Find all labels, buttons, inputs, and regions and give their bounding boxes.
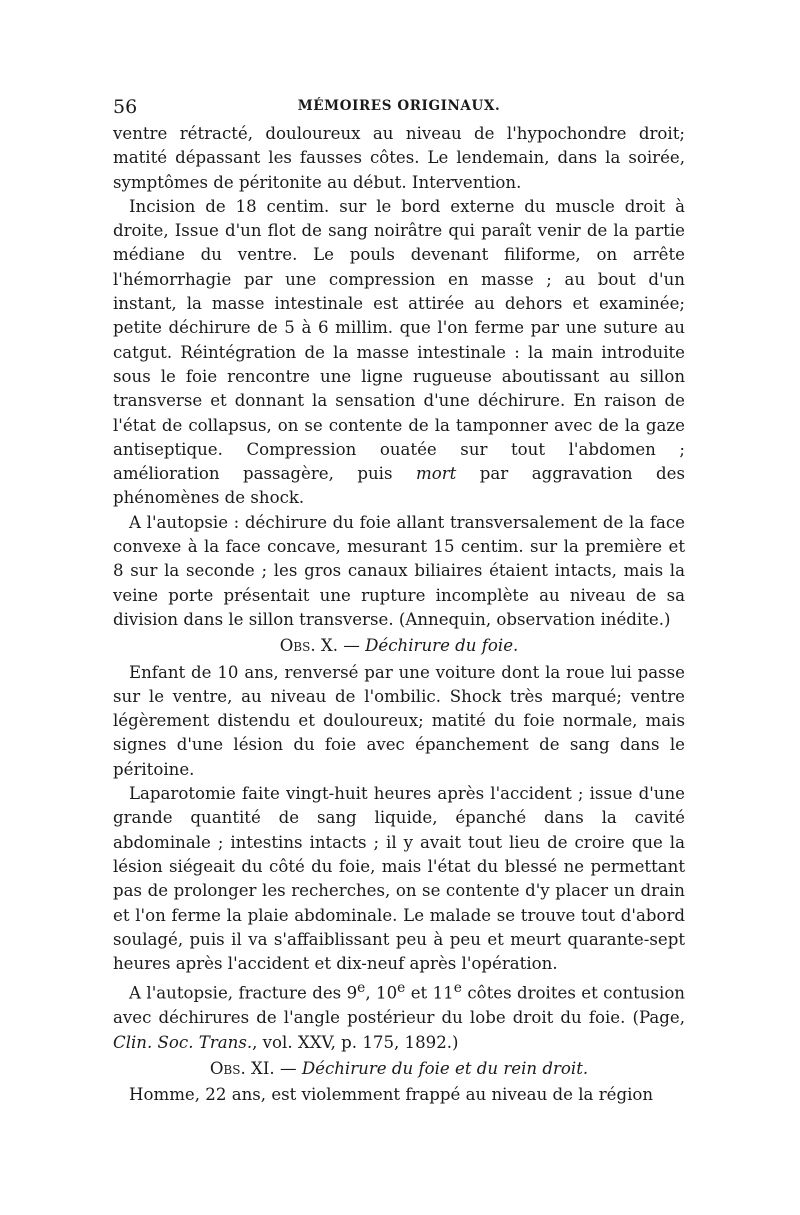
running-title: MÉMOIRES ORIGINAUX. [297, 98, 501, 114]
obs-10-reference: , vol. XXV, p. 175, 1892.) [252, 1032, 459, 1052]
obs-11-title: Déchirure du foie et du rein droit. [301, 1058, 589, 1078]
obs-10-title: Déchirure du foie. [365, 636, 519, 656]
obs-10-label: Obs. X. [279, 636, 338, 656]
obs-10-paragraph-2: Laparotomie faite vingt-huit heures après l'accident ; issue d'une grande quantité de sang liquide, épanché dans la cavité abdominale ; intestins intacts ; il y avait tout lieu de croire que la lésion siégeait du côté du foie, mais l'état du blessé ne permettant pas de prolonger les recherches, on se contente d'y placer un drain et l'on ferme la plaie abdominale. Le malade se trouve tout d'abord soulagé, puis il va s'affaiblissant peu à peu et meurt quarante-sept heures après l'accident et dix-neuf après l'opération. [113, 784, 685, 974]
obs-10-sup-2: e [397, 980, 406, 997]
obs-10-sup-3: e [453, 980, 462, 997]
document-page [113, 96, 685, 1107]
paragraph-incision [113, 195, 685, 511]
obs-11-label: Obs. XI. [209, 1058, 275, 1078]
page-number: 56 [113, 96, 138, 118]
paragraph-continuation: ventre rétracté, douloureux au niveau de l'hypochondre droit; matité dépassant les fausses côtes. Le lendemain, dans la soirée, symptômes de péritonite au début. Intervention. [113, 124, 685, 192]
obs-10-paragraph-autopsy [113, 976, 685, 1054]
paragraph-autopsy-1: A l'autopsie : déchirure du foie allant transversalement de la face convexe à la face concave, mesurant 15 centim. sur la première et 8 sur la seconde ; les gros canaux biliaires étaient intacts, mais la veine porte présentait une rupture incomplète au niveau de sa division dans le sillon transverse. (Annequin, observation inédite.) [113, 512, 685, 629]
obs-10-autopsy-mid-1: , 10 [365, 983, 398, 1003]
obs-10-paragraph-1: Enfant de 10 ans, renversé par une voiture dont la roue lui passe sur le ventre, au niveau de l'ombilic. Shock très marqué; ventre légèrement distendu et douloureux; matité du foie normale, mais signes d'une lésion du foie avec épanchement de sang dans le péritoine. [113, 662, 685, 779]
obs-10-journal: Clin. Soc. Trans. [113, 1032, 253, 1052]
paragraph-incision-text: Incision de 18 centim. sur le bord externe du muscle droit à droite, Issue d'un flot de sang noirâtre qui paraît venir de la partie médiane du ventre. Le pouls devenant filiforme, on arrête l'hémorrhagie par une compression en masse ; au bout d'un instant, la masse intestinale est attirée au dehors et examinée; petite déchirure de 5 à 6 millim. que l'on ferme par une suture au catgut. Réintégration de la masse intestinale : la main introduite sous le foie rencontre une ligne rugueuse aboutissant au sillon transverse et donnant la sensation d'une déchirure. En raison de l'état de collapsus, on se contente de la tamponner avec de la gaze antiseptique. Compression ouatée sur tout l'abdomen ; amélioration passagère, puis [113, 196, 685, 484]
obs-11-paragraph-1: Homme, 22 ans, est violemment frappé au niveau de la région [129, 1085, 654, 1105]
emphasis-mort: mort [415, 464, 457, 484]
obs-10-autopsy-rest: côtes droites et contusion avec déchirures de l'angle postérieur du lobe droit du foie. (Page, [113, 983, 685, 1028]
obs-10-autopsy-start: A l'autopsie, fracture des 9 [129, 983, 358, 1003]
paragraph-incision-end: par aggravation des phénomènes de shock. [113, 464, 685, 508]
obs-10-dash: — [343, 636, 360, 656]
obs-11-heading [113, 1055, 685, 1083]
body-text [113, 122, 685, 1107]
obs-10-heading [113, 632, 685, 660]
obs-10-autopsy-mid-2: et 11 [405, 983, 454, 1003]
obs-11-dash: — [279, 1058, 297, 1078]
page-header [113, 96, 685, 122]
obs-10-sup-1: e [357, 980, 366, 997]
